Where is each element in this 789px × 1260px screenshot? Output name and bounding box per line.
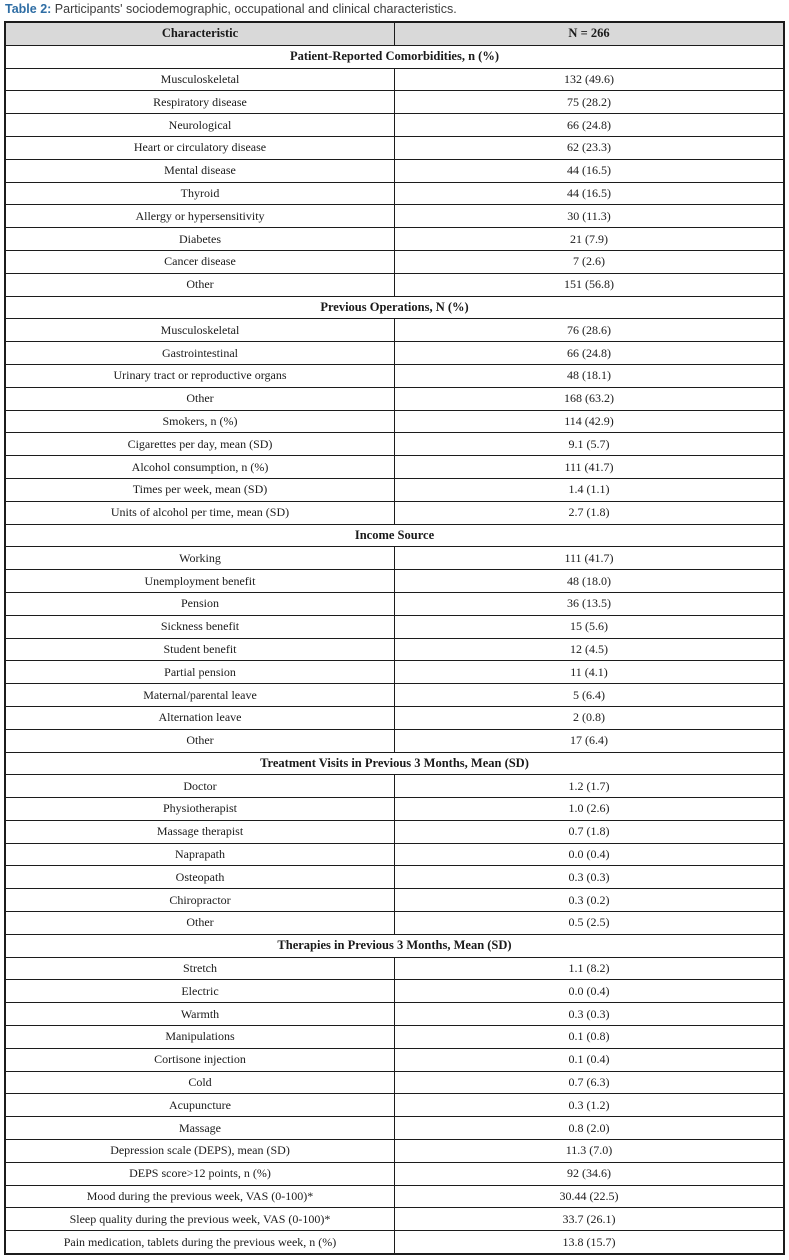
value-cell: 11 (4.1): [395, 661, 785, 684]
value-cell: 1.4 (1.1): [395, 478, 785, 501]
table-row: [5, 433, 784, 456]
table-row: [5, 342, 784, 365]
section-header-cell: Patient-Reported Comorbidities, n (%): [5, 45, 784, 68]
value-cell: 2 (0.8): [395, 706, 785, 729]
characteristic-cell: Naprapath: [5, 843, 395, 866]
characteristics-table: [4, 21, 785, 1255]
value-cell: 0.3 (0.3): [395, 1003, 785, 1026]
table-row: [5, 159, 784, 182]
value-cell: 30 (11.3): [395, 205, 785, 228]
characteristic-cell: Partial pension: [5, 661, 395, 684]
value-cell: 66 (24.8): [395, 114, 785, 137]
characteristic-cell: Gastrointestinal: [5, 342, 395, 365]
table-row: [5, 1003, 784, 1026]
table-row: [5, 478, 784, 501]
table-row: [5, 182, 784, 205]
table-row: [5, 570, 784, 593]
table-row: [5, 456, 784, 479]
table-body: [5, 45, 784, 1254]
value-cell: 0.0 (0.4): [395, 843, 785, 866]
characteristic-cell: Other: [5, 912, 395, 935]
table-row: [5, 592, 784, 615]
value-cell: 2.7 (1.8): [395, 501, 785, 524]
table-row: [5, 1094, 784, 1117]
characteristic-cell: Mental disease: [5, 159, 395, 182]
characteristic-cell: Heart or circulatory disease: [5, 136, 395, 159]
value-cell: 48 (18.0): [395, 570, 785, 593]
table-row: [5, 980, 784, 1003]
value-cell: 66 (24.8): [395, 342, 785, 365]
column-header-n: N = 266: [395, 22, 785, 45]
table-row: [5, 798, 784, 821]
characteristic-cell: DEPS score>12 points, n (%): [5, 1162, 395, 1185]
value-cell: 92 (34.6): [395, 1162, 785, 1185]
table-row: [5, 410, 784, 433]
value-cell: 36 (13.5): [395, 592, 785, 615]
value-cell: 17 (6.4): [395, 729, 785, 752]
value-cell: 0.3 (0.3): [395, 866, 785, 889]
characteristic-cell: Physiotherapist: [5, 798, 395, 821]
section-header-cell: Income Source: [5, 524, 784, 547]
table-row: [5, 843, 784, 866]
table-row: [5, 661, 784, 684]
characteristic-cell: Smokers, n (%): [5, 410, 395, 433]
value-cell: 76 (28.6): [395, 319, 785, 342]
table-row: [5, 684, 784, 707]
characteristic-cell: Respiratory disease: [5, 91, 395, 114]
table-row: [5, 1140, 784, 1163]
table-row: [5, 957, 784, 980]
characteristic-cell: Other: [5, 387, 395, 410]
table-row: [5, 387, 784, 410]
table-caption-text: Participants' sociodemographic, occupational and clinical characteristics.: [51, 2, 457, 16]
value-cell: 44 (16.5): [395, 159, 785, 182]
value-cell: 111 (41.7): [395, 547, 785, 570]
table-row: [5, 136, 784, 159]
characteristic-cell: Warmth: [5, 1003, 395, 1026]
table-row: [5, 889, 784, 912]
table-row: [5, 114, 784, 137]
characteristic-cell: Thyroid: [5, 182, 395, 205]
characteristic-cell: Pension: [5, 592, 395, 615]
value-cell: 1.2 (1.7): [395, 775, 785, 798]
table-row: [5, 547, 784, 570]
table-row: [5, 1071, 784, 1094]
table-row: [5, 1208, 784, 1231]
value-cell: 0.0 (0.4): [395, 980, 785, 1003]
characteristic-cell: Maternal/parental leave: [5, 684, 395, 707]
table-row: [5, 1231, 784, 1254]
value-cell: 114 (42.9): [395, 410, 785, 433]
table-caption-label: Table 2:: [5, 2, 52, 16]
table-row: [5, 1162, 784, 1185]
value-cell: 44 (16.5): [395, 182, 785, 205]
section-header-cell: Therapies in Previous 3 Months, Mean (SD): [5, 934, 784, 957]
table-row: [5, 228, 784, 251]
table-row: [5, 866, 784, 889]
value-cell: 75 (28.2): [395, 91, 785, 114]
table-row: [5, 1048, 784, 1071]
characteristic-cell: Depression scale (DEPS), mean (SD): [5, 1140, 395, 1163]
characteristic-cell: Pain medication, tablets during the previous week, n (%): [5, 1231, 395, 1254]
value-cell: 30.44 (22.5): [395, 1185, 785, 1208]
value-cell: 151 (56.8): [395, 273, 785, 296]
value-cell: 111 (41.7): [395, 456, 785, 479]
value-cell: 0.3 (1.2): [395, 1094, 785, 1117]
value-cell: 0.5 (2.5): [395, 912, 785, 935]
value-cell: 21 (7.9): [395, 228, 785, 251]
value-cell: 33.7 (26.1): [395, 1208, 785, 1231]
value-cell: 168 (63.2): [395, 387, 785, 410]
table-row: [5, 319, 784, 342]
table-row: [5, 820, 784, 843]
characteristic-cell: Musculoskeletal: [5, 319, 395, 342]
characteristic-cell: Doctor: [5, 775, 395, 798]
characteristic-cell: Alcohol consumption, n (%): [5, 456, 395, 479]
section-row: [5, 934, 784, 957]
value-cell: 0.1 (0.8): [395, 1026, 785, 1049]
characteristic-cell: Mood during the previous week, VAS (0-100)*: [5, 1185, 395, 1208]
characteristic-cell: Times per week, mean (SD): [5, 478, 395, 501]
value-cell: 12 (4.5): [395, 638, 785, 661]
value-cell: 0.7 (1.8): [395, 820, 785, 843]
characteristic-cell: Massage therapist: [5, 820, 395, 843]
table-caption: [5, 2, 786, 17]
value-cell: 1.0 (2.6): [395, 798, 785, 821]
characteristic-cell: Massage: [5, 1117, 395, 1140]
table-row: [5, 729, 784, 752]
value-cell: 0.3 (0.2): [395, 889, 785, 912]
table-row: [5, 501, 784, 524]
section-row: [5, 296, 784, 319]
characteristic-cell: Neurological: [5, 114, 395, 137]
table-row: [5, 1026, 784, 1049]
table-row: [5, 615, 784, 638]
characteristic-cell: Cigarettes per day, mean (SD): [5, 433, 395, 456]
value-cell: 13.8 (15.7): [395, 1231, 785, 1254]
characteristic-cell: Other: [5, 273, 395, 296]
column-header-characteristic: Characteristic: [5, 22, 395, 45]
value-cell: 0.1 (0.4): [395, 1048, 785, 1071]
characteristic-cell: Units of alcohol per time, mean (SD): [5, 501, 395, 524]
value-cell: 11.3 (7.0): [395, 1140, 785, 1163]
characteristic-cell: Urinary tract or reproductive organs: [5, 364, 395, 387]
section-row: [5, 524, 784, 547]
characteristic-cell: Osteopath: [5, 866, 395, 889]
characteristic-cell: Diabetes: [5, 228, 395, 251]
characteristic-cell: Other: [5, 729, 395, 752]
section-row: [5, 752, 784, 775]
table-row: [5, 273, 784, 296]
table-row: [5, 1185, 784, 1208]
section-header-cell: Previous Operations, N (%): [5, 296, 784, 319]
characteristic-cell: Chiropractor: [5, 889, 395, 912]
characteristic-cell: Cold: [5, 1071, 395, 1094]
table-header-row: [5, 22, 784, 45]
characteristic-cell: Manipulations: [5, 1026, 395, 1049]
characteristic-cell: Sleep quality during the previous week, VAS (0-100)*: [5, 1208, 395, 1231]
value-cell: 7 (2.6): [395, 250, 785, 273]
value-cell: 0.7 (6.3): [395, 1071, 785, 1094]
table-row: [5, 91, 784, 114]
value-cell: 0.8 (2.0): [395, 1117, 785, 1140]
table-row: [5, 68, 784, 91]
section-row: [5, 45, 784, 68]
characteristic-cell: Alternation leave: [5, 706, 395, 729]
table-row: [5, 250, 784, 273]
table-row: [5, 364, 784, 387]
characteristic-cell: Cortisone injection: [5, 1048, 395, 1071]
value-cell: 1.1 (8.2): [395, 957, 785, 980]
table-row: [5, 638, 784, 661]
characteristic-cell: Working: [5, 547, 395, 570]
characteristic-cell: Allergy or hypersensitivity: [5, 205, 395, 228]
characteristic-cell: Electric: [5, 980, 395, 1003]
value-cell: 9.1 (5.7): [395, 433, 785, 456]
table-row: [5, 1117, 784, 1140]
characteristic-cell: Stretch: [5, 957, 395, 980]
characteristic-cell: Sickness benefit: [5, 615, 395, 638]
characteristic-cell: Musculoskeletal: [5, 68, 395, 91]
section-header-cell: Treatment Visits in Previous 3 Months, Mean (SD): [5, 752, 784, 775]
value-cell: 132 (49.6): [395, 68, 785, 91]
characteristic-cell: Cancer disease: [5, 250, 395, 273]
table-row: [5, 706, 784, 729]
value-cell: 48 (18.1): [395, 364, 785, 387]
table-row: [5, 205, 784, 228]
characteristic-cell: Student benefit: [5, 638, 395, 661]
value-cell: 62 (23.3): [395, 136, 785, 159]
characteristic-cell: Unemployment benefit: [5, 570, 395, 593]
characteristic-cell: Acupuncture: [5, 1094, 395, 1117]
table-row: [5, 912, 784, 935]
value-cell: 5 (6.4): [395, 684, 785, 707]
value-cell: 15 (5.6): [395, 615, 785, 638]
table-row: [5, 775, 784, 798]
